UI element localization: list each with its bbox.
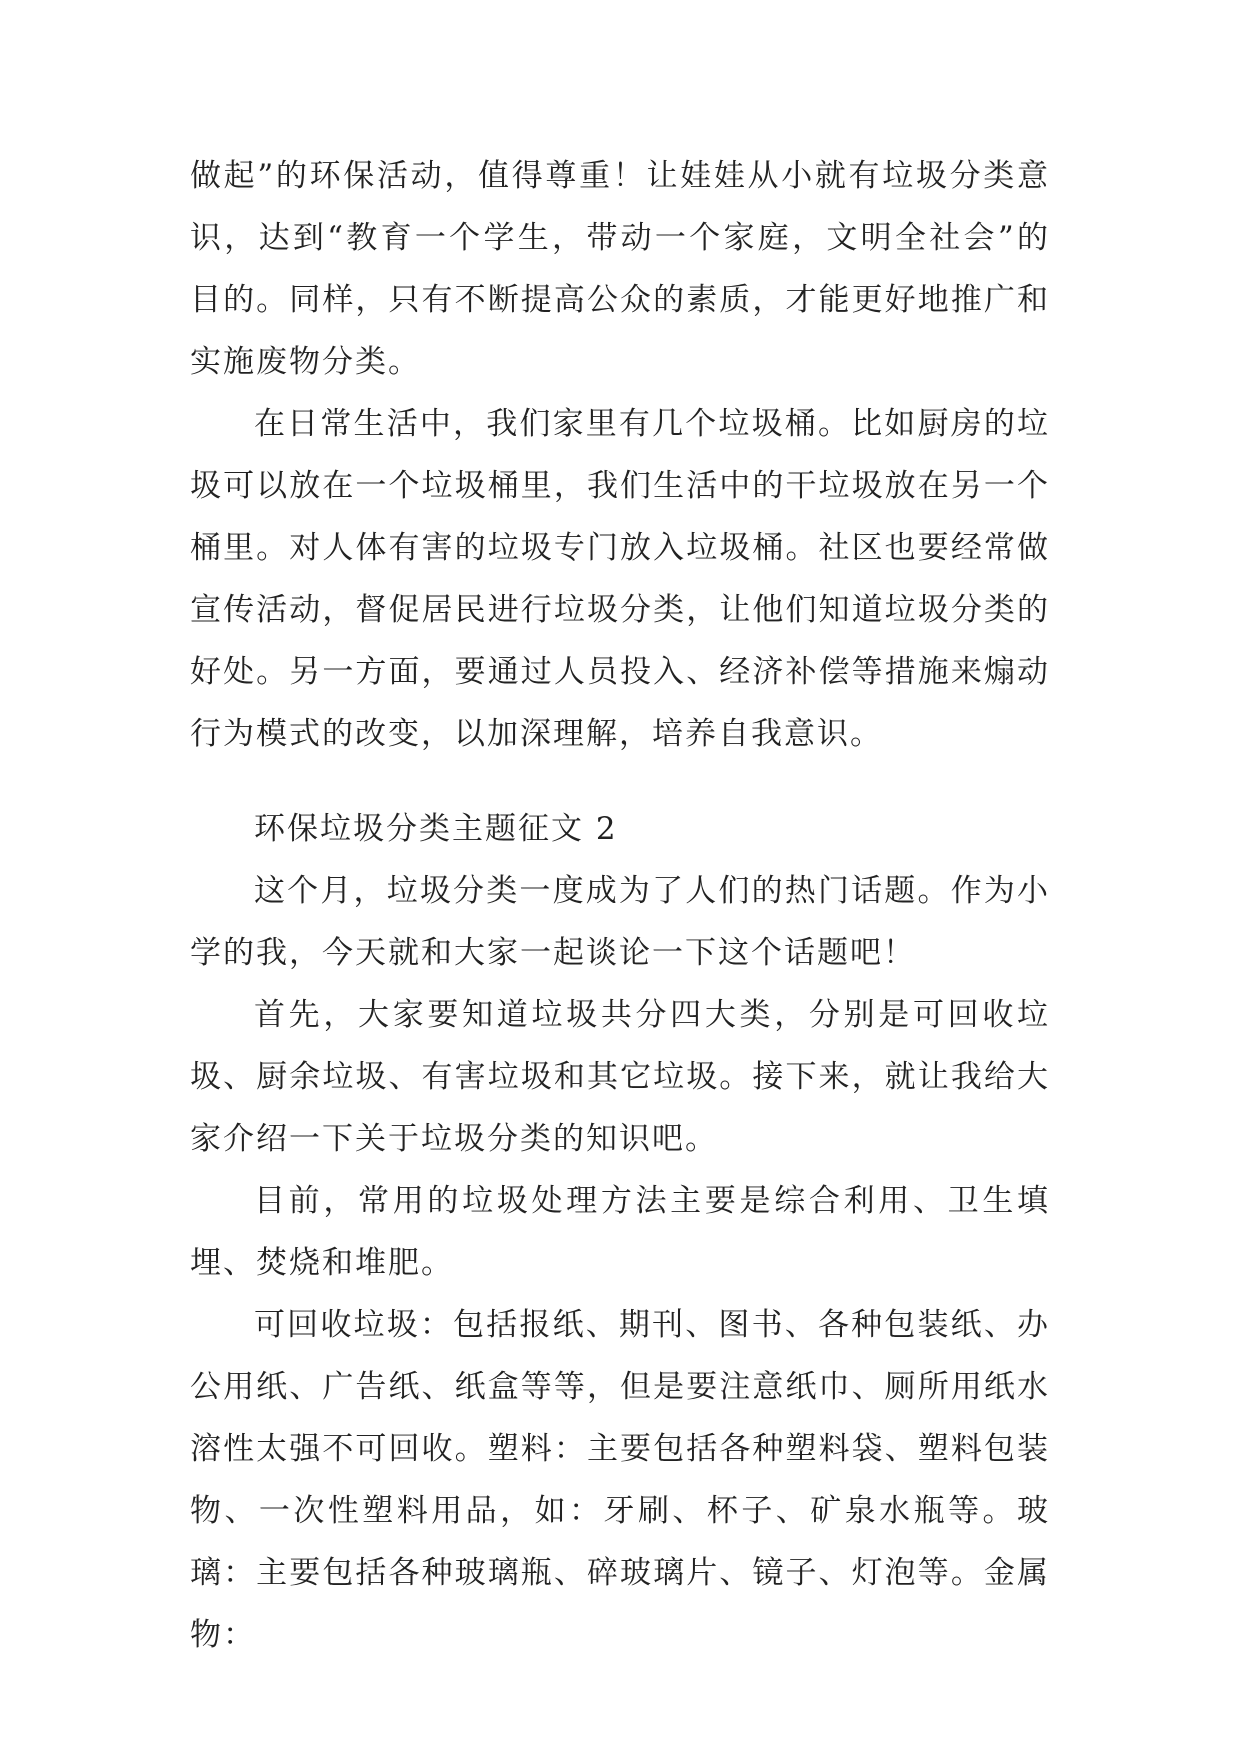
paragraph: 目前，常用的垃圾处理方法主要是综合利用、卫生填埋、焚烧和堆肥。 — [190, 1183, 1050, 1281]
paragraph: 这个月，垃圾分类一度成为了人们的热门话题。作为小学的我，今天就和大家一起谈论一下这个话题吧！ — [190, 873, 1050, 971]
section-heading: 环保垃圾分类主题征文 2 — [254, 811, 618, 847]
paragraph: 在日常生活中，我们家里有几个垃圾桶。比如厨房的垃圾可以放在一个垃圾桶里，我们生活中的干垃圾放在另一个桶里。对人体有害的垃圾专门放入垃圾桶。社区也要经常做宣传活动，督促居民进行垃圾分类，让他们知道垃圾分类的好处。另一方面，要通过人员投入、经济补偿等措施来煽动行为模式的改变，以加深理解，培养自我意识。 — [190, 406, 1050, 752]
paragraph: 可回收垃圾：包括报纸、期刊、图书、各种包装纸、办公用纸、广告纸、纸盒等等，但是要注意纸巾、厕所用纸水溶性太强不可回收。塑料：主要包括各种塑料袋、塑料包装物、一次性塑料用品，如：牙刷、杯子、矿泉水瓶等。玻璃：主要包括各种玻璃瓶、碎玻璃片、镜子、灯泡等。金属物： — [190, 1307, 1050, 1653]
section2-body — [190, 860, 1050, 1666]
section1-body — [190, 145, 1050, 765]
paragraph: 首先，大家要知道垃圾共分四大类，分别是可回收垃圾、厨余垃圾、有害垃圾和其它垃圾。接下来，就让我给大家介绍一下关于垃圾分类的知识吧。 — [190, 997, 1050, 1157]
paragraph-continuation: 做起”的环保活动，值得尊重！让娃娃从小就有垃圾分类意识，达到“教育一个学生，带动一个家庭，文明全社会”的目的。同样，只有不断提高公众的素质，才能更好地推广和实施废物分类。 — [190, 158, 1050, 380]
